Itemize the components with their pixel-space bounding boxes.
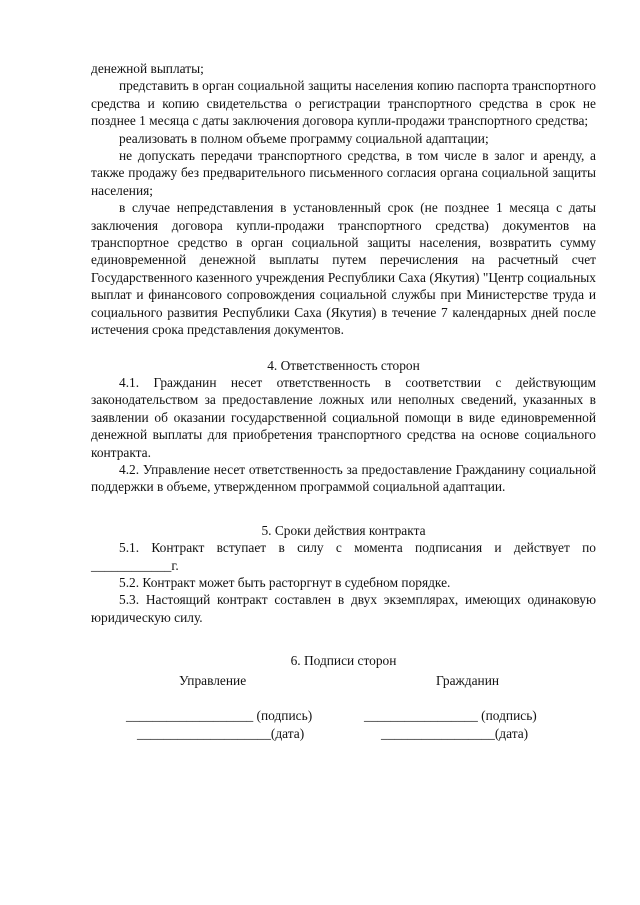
intro-paragraph-2: реализовать в полном объеме программу социальной адаптации; [119, 130, 489, 146]
signature-party-headings [91, 672, 596, 690]
right-date-line: _________________(дата) [381, 725, 529, 741]
spacer [91, 626, 596, 652]
section-5-title: 5. Сроки действия контракта [261, 522, 426, 538]
section-4-paragraph-1: 4.1. Гражданин несет ответственность в соответствии с действующим законодательством за предоставление ложных или неполных сведений, указанных в заявлении об оказании государственной социальной помощи в виде единовременной денежной выплаты для приобретения транспортного средства на основе социального контракта. [91, 374, 596, 460]
intro-paragraph-3: не допускать передачи транспортного средства, в том числе в залог и аренду, а также продажу без предварительного письменного согласия органа социальной защиты населения; [91, 148, 596, 198]
signature-row [91, 707, 596, 725]
spacer [91, 339, 596, 357]
left-signature-line: ___________________ (подпись) [126, 707, 313, 723]
section-6-title: 6. Подписи сторон [290, 653, 397, 669]
section-5-paragraph-2: 5.2. Контракт может быть расторгнут в судебном порядке. [119, 574, 451, 590]
intro-line-0: денежной выплаты; [91, 61, 204, 76]
spacer [91, 496, 596, 522]
party-right-label: Гражданин [436, 672, 500, 688]
section-5-paragraph-3: 5.3. Настоящий контракт составлен в двух экземплярах, имеющих одинаковую юридическую силу. [91, 592, 596, 625]
date-row [91, 725, 596, 743]
spacer [91, 690, 596, 707]
section-5-paragraph-1: 5.1. Контракт вступает в силу с момента подписания и действует по ____________г. [91, 540, 596, 573]
intro-paragraph-4: в случае непредставления в установленный срок (не позднее 1 месяца с даты заключения договора купли-продажи транспортного средства) документов на транспортное средство в орган социальной защиты населения, возвратить сумму единовременной денежной выплаты путем перечисления на расчетный счет Государственного казенного учреждения Республики Саха (Якутия) "Центр социальных выплат и финансового сопровождения социальной службы при Министерстве труда и социального развития Республики Саха (Якутия) в течение 7 календарных дней после истечения срока представления документов. [91, 200, 596, 338]
right-signature-line: _________________ (подпись) [364, 707, 537, 723]
section-4-paragraph-2: 4.2. Управление несет ответственность за предоставление Гражданину социальной поддержки в объеме, утвержденном программой социальной адаптации. [91, 461, 596, 495]
left-date-line: ____________________(дата) [137, 725, 305, 741]
party-left-label: Управление [179, 672, 247, 688]
intro-paragraph-1: представить в орган социальной защиты населения копию паспорта транспортного средства и копию свидетельства о регистрации транспортного средства в срок не позднее 1 месяца с даты заключения договора купли-продажи транспортного средства; [91, 78, 596, 129]
section-4-title: 4. Ответственность сторон [267, 357, 420, 373]
